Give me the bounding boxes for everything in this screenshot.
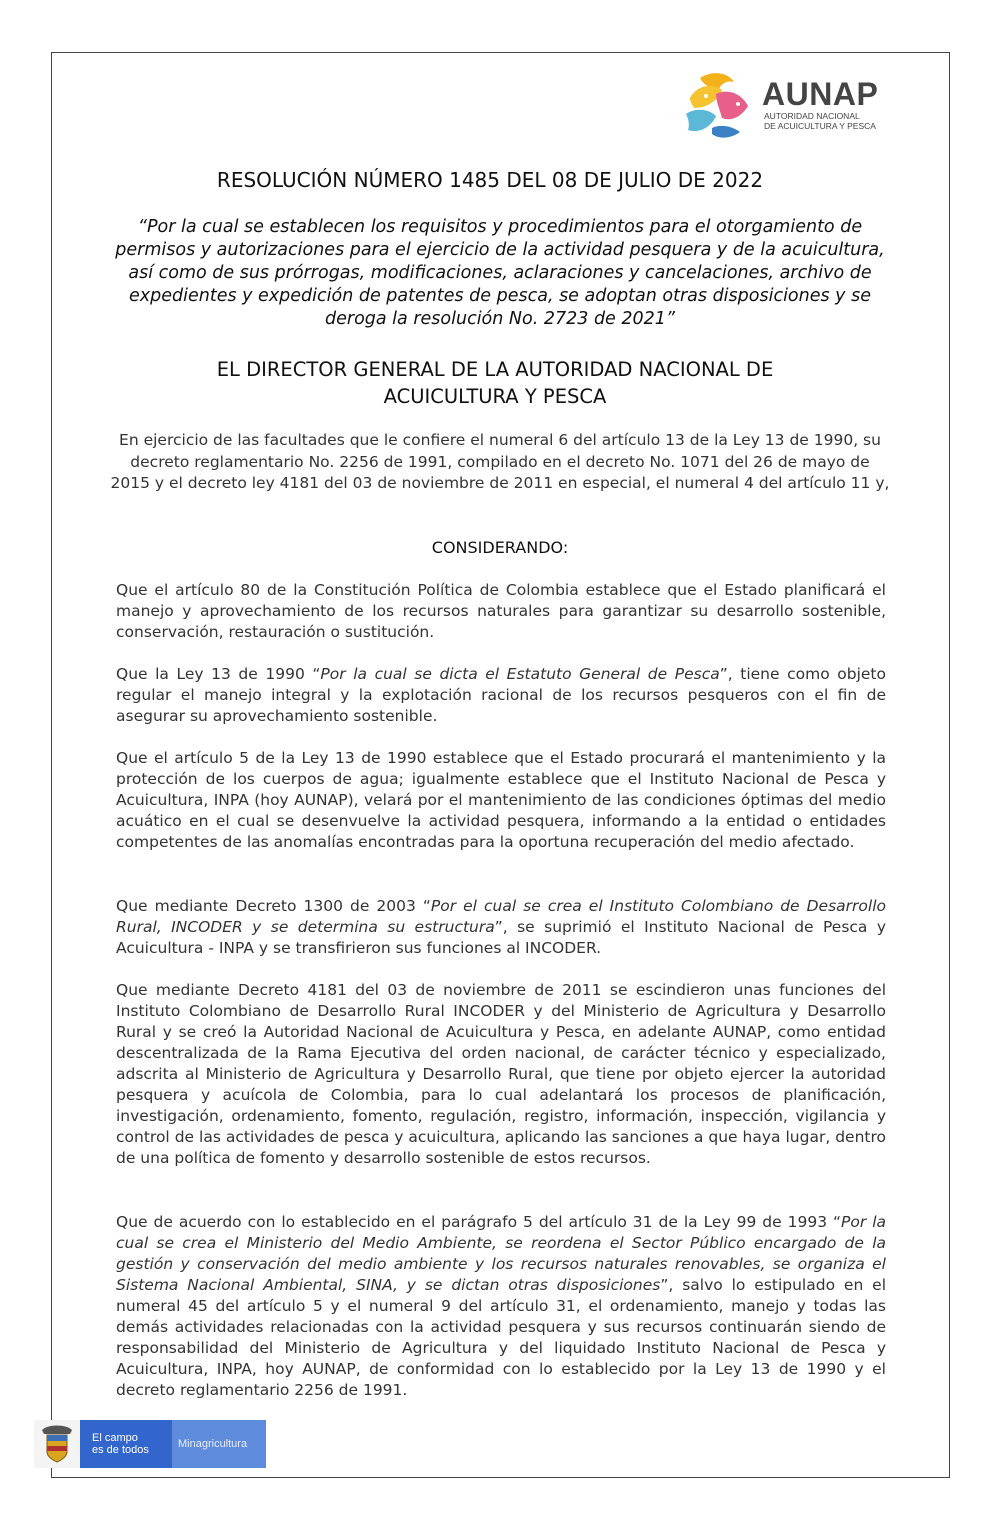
- paragraph-2: [116, 664, 886, 727]
- paragraph-2-text-a: Que la Ley 13 de 1990 “: [116, 665, 321, 683]
- paragraph-6: [116, 1212, 886, 1401]
- paragraph-5: Que mediante Decreto 4181 del 03 de noviembre de 2011 se escindieron unas funciones del Instituto Colombiano de Desarrollo Rural INCODER y del Ministerio de Agricultura y Desarrollo Rural y se creó la Autoridad Nacional de Acuicultura y Pesca, en adelante AUNAP, como entidad descentralizada de la Rama Ejecutiva del orden nacional, de carácter técnico y especializado, adscrita al Ministerio de Agricultura y Desarrollo Rural, que tiene por objeto ejercer la autoridad pesquera y acuícola de Colombia, para lo cual adelantará los procesos de planificación, investigación, ordenamiento, fomento, regulación, registro, información, inspección, vigilancia y control de las actividades de pesca y acuicultura, aplicando las sanciones a que haya lugar, dentro de una política de fomento y desarrollo sostenible de estos recursos.: [116, 981, 886, 1167]
- resolution-title: RESOLUCIÓN NÚMERO 1485 DEL 08 DE JULIO DE 2022: [216, 168, 764, 192]
- director-line1: EL DIRECTOR GENERAL DE LA AUTORIDAD NACIONAL DE: [216, 358, 774, 381]
- paragraph-6-quote: Por la cual se crea el Ministerio del Medio Ambiente, se reordena el Sector Público encargado de la gestión y conservación del medio ambiente y los recursos naturales renovables, se organiza el Sistema Nacional Ambiental, SINA, y se dictan otras disposiciones: [116, 1213, 887, 1294]
- paragraph-4-text-a: Que mediante Decreto 1300 de 2003 “: [116, 897, 431, 915]
- logo-name: AUNAP: [762, 76, 879, 112]
- paragraph-4: [116, 896, 886, 959]
- paragraph-3: Que el artículo 5 de la Ley 13 de 1990 establece que el Estado procurará el mantenimiento y la protección de los cuerpos de agua; igualmente establece que el Instituto Nacional de Pesca y Acuicultura, INPA (hoy AUNAP), velará por el mantenimiento de las condiciones óptimas del medio acuático en el cual se desenvuelve la actividad pesquera, informando a la entidad o entidades competentes de las anomalías encontradas para la oportuna recuperación del medio afectado.: [116, 749, 886, 851]
- paragraph-2-quote: Por la cual se dicta el Estatuto General de Pesca: [320, 665, 720, 683]
- ministry-label: Minagricultura: [172, 1420, 266, 1468]
- considerando-heading: CONSIDERANDO:: [431, 538, 569, 557]
- logo-subtitle-line1: AUTORIDAD NACIONAL: [764, 111, 860, 121]
- paragraph-6-text-a: Que de acuerdo con lo establecido en el parágrafo 5 del artículo 31 de la Ley 99 de 1993 “: [116, 1213, 842, 1231]
- paragraph-4-quote: Por el cual se crea el Instituto Colombiano de Desarrollo Rural, INCODER y se determina su estructura: [116, 897, 886, 936]
- coat-of-arms-icon: [34, 1420, 80, 1468]
- director-heading: [120, 356, 870, 410]
- coat-of-arms: [34, 1420, 80, 1468]
- logo-subtitle-line2: DE ACUICULTURA Y PESCA: [764, 121, 876, 131]
- paragraph-2-text-b: ”, tiene como objeto regular el manejo integral y la explotación racional de los recursos pesqueros con el fin de asegurar su aprovechamiento sostenible.: [116, 665, 886, 725]
- campo-line1: El campo: [92, 1432, 138, 1444]
- resolution-subtitle: “Por la cual se establecen los requisitos y procedimientos para el otorgamiento de permisos y autorizaciones para el ejercicio de la actividad pesquera y de la acuicultura, así como de sus prórrogas, modificaciones, aclaraciones y cancelaciones, archivo de expedientes y expedición de patentes de pesca, se adoptan otras disposiciones y se deroga la resolución No. 2723 de 2021”: [115, 217, 885, 329]
- paragraph-6-text-b: ”, salvo lo estipulado en el numeral 45 del artículo 5 y el numeral 9 del artículo 31, el ordenamiento, manejo y todas las demás actividades relacionadas con la actividad pesquera y sus recursos continuarán siendo de responsabilidad del Ministerio de Agricultura y del liquidado Instituto Nacional de Pesca y Acuicultura, INPA, hoy AUNAP, de conformidad con lo establecido por la Ley 13 de 1990 y el decreto reglamentario 2256 de 1991.: [116, 1276, 887, 1399]
- fish-logo-icon: [682, 68, 756, 140]
- director-line2: ACUICULTURA Y PESCA: [383, 385, 607, 408]
- paragraph-4-text-b: ”, se suprimió el Instituto Nacional de Pesca y Acuicultura - INPA y se transfirieron sus funciones al INCODER.: [116, 918, 886, 957]
- aunap-logo: [682, 68, 882, 142]
- campo-line2: es de todos: [92, 1444, 149, 1456]
- facultades-paragraph: En ejercicio de las facultades que le confiere el numeral 6 del artículo 13 de la Ley 13 de 1990, su decreto reglamentario No. 2256 de 1991, compilado en el decreto No. 1071 del 26 de mayo de 2015 y el decreto ley 4181 del 03 de noviembre de 2011 en especial, el numeral 4 del artículo 11 y,: [110, 431, 890, 492]
- paragraph-1: Que el artículo 80 de la Constitución Política de Colombia establece que el Estado planificará el manejo y aprovechamiento de los recursos naturales para garantizar su desarrollo sostenible, conservación, restauración o sustitución.: [116, 581, 886, 641]
- footer-logo: [34, 1420, 266, 1470]
- campo-slogan: [80, 1420, 172, 1468]
- logo-subtitle: [764, 111, 876, 131]
